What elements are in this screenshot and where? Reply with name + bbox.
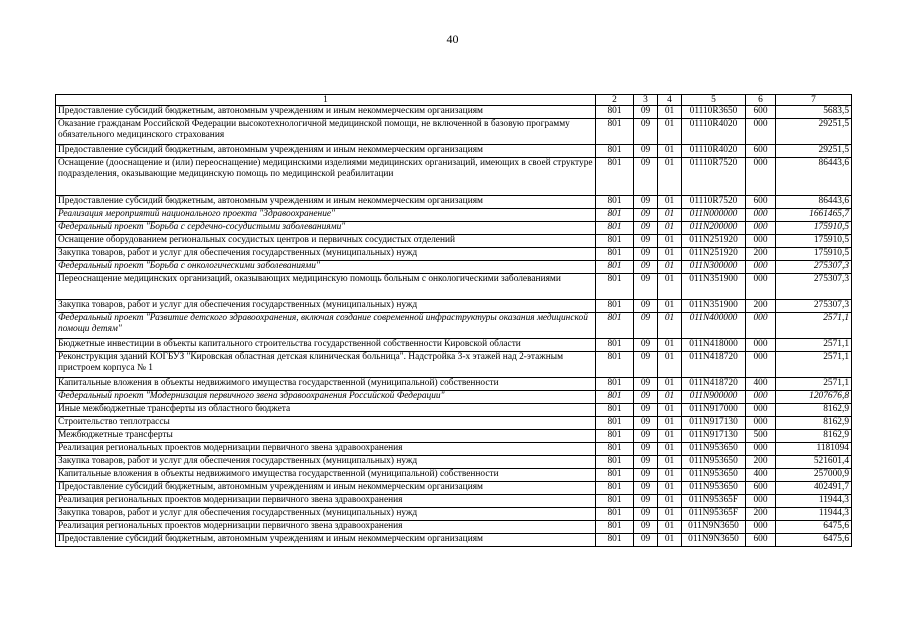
- row-grbs-cell: 801: [596, 119, 634, 145]
- table-row: [56, 456, 852, 469]
- row-expense-type-cell: 000: [746, 443, 776, 456]
- table-row: [56, 300, 852, 313]
- row-subsection-cell: 01: [658, 508, 682, 521]
- row-amount-cell: 29251,5: [776, 145, 852, 158]
- row-target-code-cell: 01110R4020: [682, 145, 746, 158]
- row-amount-cell: 2571,1: [776, 339, 852, 352]
- row-grbs-cell: 801: [596, 495, 634, 508]
- row-grbs-cell: 801: [596, 482, 634, 495]
- row-name-cell: Закупка товаров, работ и услуг для обеспечения государственных (муниципальных) нужд: [56, 248, 596, 261]
- row-subsection-cell: 01: [658, 404, 682, 417]
- table-row: [56, 196, 852, 209]
- row-grbs-cell: 801: [596, 235, 634, 248]
- row-expense-type-cell: 000: [746, 417, 776, 430]
- header-col-6: 6: [746, 95, 776, 106]
- row-target-code-cell: 011N9N3650: [682, 521, 746, 534]
- table-row: [56, 158, 852, 196]
- row-target-code-cell: 01110R4020: [682, 119, 746, 145]
- row-grbs-cell: 801: [596, 106, 634, 119]
- row-section-cell: 09: [634, 274, 658, 300]
- row-name-cell: Реализация региональных проектов модернизации первичного звена здравоохранения: [56, 495, 596, 508]
- row-grbs-cell: 801: [596, 248, 634, 261]
- row-grbs-cell: 801: [596, 417, 634, 430]
- row-section-cell: 09: [634, 145, 658, 158]
- row-name-cell: Федеральный проект "Борьба с сердечно-сосудистыми заболеваниями": [56, 222, 596, 235]
- row-amount-cell: 521601,4: [776, 456, 852, 469]
- row-name-cell: Оснащение оборудованием региональных сосудистых центров и первичных сосудистых отделений: [56, 235, 596, 248]
- row-subsection-cell: 01: [658, 417, 682, 430]
- row-name-cell: Строительство теплотрассы: [56, 417, 596, 430]
- row-grbs-cell: 801: [596, 339, 634, 352]
- row-expense-type-cell: 000: [746, 521, 776, 534]
- table-row: [56, 508, 852, 521]
- row-section-cell: 09: [634, 495, 658, 508]
- row-target-code-cell: 011N418720: [682, 378, 746, 391]
- row-target-code-cell: 011N400000: [682, 313, 746, 339]
- table-row: [56, 534, 852, 547]
- row-section-cell: 09: [634, 106, 658, 119]
- row-grbs-cell: 801: [596, 196, 634, 209]
- row-section-cell: 09: [634, 508, 658, 521]
- table-row: [56, 469, 852, 482]
- row-amount-cell: 175910,5: [776, 222, 852, 235]
- row-amount-cell: 1207676,8: [776, 391, 852, 404]
- row-section-cell: 09: [634, 417, 658, 430]
- row-name-cell: Реализация региональных проектов модернизации первичного звена здравоохранения: [56, 443, 596, 456]
- row-expense-type-cell: 000: [746, 339, 776, 352]
- row-name-cell: Бюджетные инвестиции в объекты капитального строительства государственной собственности Кировской области: [56, 339, 596, 352]
- row-grbs-cell: 801: [596, 534, 634, 547]
- row-expense-type-cell: 200: [746, 300, 776, 313]
- row-section-cell: 09: [634, 196, 658, 209]
- row-target-code-cell: 011N300000: [682, 261, 746, 274]
- row-expense-type-cell: 000: [746, 313, 776, 339]
- row-section-cell: 09: [634, 482, 658, 495]
- table-row: [56, 521, 852, 534]
- row-amount-cell: 11944,3: [776, 508, 852, 521]
- row-grbs-cell: 801: [596, 430, 634, 443]
- row-amount-cell: 257000,9: [776, 469, 852, 482]
- row-expense-type-cell: 000: [746, 495, 776, 508]
- row-name-cell: Федеральный проект "Модернизация первичного звена здравоохранения Российской Федерации": [56, 391, 596, 404]
- table-row: [56, 274, 852, 300]
- row-section-cell: 09: [634, 339, 658, 352]
- row-target-code-cell: 011N418720: [682, 352, 746, 378]
- row-amount-cell: 2571,1: [776, 352, 852, 378]
- budget-table: [55, 94, 852, 547]
- row-name-cell: Переоснащение медицинских организаций, оказывающих медицинскую помощь больным с онкологическими заболеваниями: [56, 274, 596, 300]
- row-section-cell: 09: [634, 119, 658, 145]
- row-amount-cell: 86443,6: [776, 158, 852, 196]
- row-expense-type-cell: 000: [746, 119, 776, 145]
- table-row: [56, 106, 852, 119]
- row-amount-cell: 175910,5: [776, 248, 852, 261]
- row-section-cell: 09: [634, 469, 658, 482]
- row-grbs-cell: 801: [596, 378, 634, 391]
- row-expense-type-cell: 400: [746, 378, 776, 391]
- row-grbs-cell: 801: [596, 456, 634, 469]
- row-amount-cell: 275307,3: [776, 300, 852, 313]
- table-row: [56, 404, 852, 417]
- row-name-cell: Закупка товаров, работ и услуг для обеспечения государственных (муниципальных) нужд: [56, 456, 596, 469]
- row-subsection-cell: 01: [658, 235, 682, 248]
- table-body: [56, 106, 852, 547]
- row-grbs-cell: 801: [596, 222, 634, 235]
- row-name-cell: Предоставление субсидий бюджетным, автономным учреждениям и иным некоммерческим организациям: [56, 482, 596, 495]
- row-section-cell: 09: [634, 443, 658, 456]
- row-expense-type-cell: 600: [746, 106, 776, 119]
- row-amount-cell: 86443,6: [776, 196, 852, 209]
- row-expense-type-cell: 600: [746, 482, 776, 495]
- row-expense-type-cell: 000: [746, 391, 776, 404]
- row-target-code-cell: 011N953650: [682, 469, 746, 482]
- row-grbs-cell: 801: [596, 469, 634, 482]
- row-expense-type-cell: 000: [746, 235, 776, 248]
- row-subsection-cell: 01: [658, 274, 682, 300]
- row-target-code-cell: 01110R7520: [682, 158, 746, 196]
- row-amount-cell: 2571,1: [776, 378, 852, 391]
- table-row: [56, 378, 852, 391]
- row-section-cell: 09: [634, 521, 658, 534]
- table-row: [56, 495, 852, 508]
- row-amount-cell: 5683,5: [776, 106, 852, 119]
- row-section-cell: 09: [634, 300, 658, 313]
- row-subsection-cell: 01: [658, 456, 682, 469]
- row-amount-cell: 1181094: [776, 443, 852, 456]
- header-col-3: 3: [634, 95, 658, 106]
- row-name-cell: Иные межбюджетные трансферты из областного бюджета: [56, 404, 596, 417]
- row-expense-type-cell: 600: [746, 196, 776, 209]
- row-target-code-cell: 011N917000: [682, 404, 746, 417]
- row-amount-cell: 6475,6: [776, 534, 852, 547]
- row-subsection-cell: 01: [658, 158, 682, 196]
- row-target-code-cell: 011N95365F: [682, 495, 746, 508]
- header-col-2: 2: [596, 95, 634, 106]
- row-section-cell: 09: [634, 534, 658, 547]
- row-target-code-cell: 01110R3650: [682, 106, 746, 119]
- row-section-cell: 09: [634, 352, 658, 378]
- row-expense-type-cell: 600: [746, 534, 776, 547]
- row-amount-cell: 29251,5: [776, 119, 852, 145]
- row-expense-type-cell: 000: [746, 158, 776, 196]
- table-row: [56, 248, 852, 261]
- row-subsection-cell: 01: [658, 378, 682, 391]
- row-section-cell: 09: [634, 456, 658, 469]
- table-row: [56, 119, 852, 145]
- table-row: [56, 313, 852, 339]
- row-subsection-cell: 01: [658, 248, 682, 261]
- row-subsection-cell: 01: [658, 209, 682, 222]
- row-expense-type-cell: 600: [746, 145, 776, 158]
- row-section-cell: 09: [634, 313, 658, 339]
- row-name-cell: Реализация региональных проектов модернизации первичного звена здравоохранения: [56, 521, 596, 534]
- table-row: [56, 145, 852, 158]
- row-subsection-cell: 01: [658, 196, 682, 209]
- row-name-cell: Предоставление субсидий бюджетным, автономным учреждениям и иным некоммерческим организациям: [56, 534, 596, 547]
- row-subsection-cell: 01: [658, 300, 682, 313]
- row-target-code-cell: 011N418000: [682, 339, 746, 352]
- row-name-cell: Капитальные вложения в объекты недвижимого имущества государственной (муниципальной) собственности: [56, 378, 596, 391]
- row-subsection-cell: 01: [658, 430, 682, 443]
- row-section-cell: 09: [634, 378, 658, 391]
- row-name-cell: Оказание гражданам Российской Федерации высокотехнологичной медицинской помощи, не включенной в базовую программу обязательного медицинского страхования: [56, 119, 596, 145]
- row-target-code-cell: 011N953650: [682, 443, 746, 456]
- row-amount-cell: 2571,1: [776, 313, 852, 339]
- row-section-cell: 09: [634, 158, 658, 196]
- row-expense-type-cell: 000: [746, 222, 776, 235]
- row-name-cell: Закупка товаров, работ и услуг для обеспечения государственных (муниципальных) нужд: [56, 300, 596, 313]
- header-col-5: 5: [682, 95, 746, 106]
- page-number: 40: [446, 32, 459, 46]
- row-target-code-cell: 011N953650: [682, 456, 746, 469]
- row-subsection-cell: 01: [658, 443, 682, 456]
- header-col-4: 4: [658, 95, 682, 106]
- table-row: [56, 222, 852, 235]
- table-row: [56, 391, 852, 404]
- row-subsection-cell: 01: [658, 261, 682, 274]
- row-grbs-cell: 801: [596, 352, 634, 378]
- row-subsection-cell: 01: [658, 391, 682, 404]
- row-subsection-cell: 01: [658, 495, 682, 508]
- row-grbs-cell: 801: [596, 521, 634, 534]
- row-subsection-cell: 01: [658, 534, 682, 547]
- row-subsection-cell: 01: [658, 469, 682, 482]
- row-target-code-cell: 011N917130: [682, 417, 746, 430]
- row-grbs-cell: 801: [596, 145, 634, 158]
- row-subsection-cell: 01: [658, 521, 682, 534]
- row-amount-cell: 6475,6: [776, 521, 852, 534]
- row-grbs-cell: 801: [596, 300, 634, 313]
- table-row: [56, 430, 852, 443]
- table-row: [56, 209, 852, 222]
- row-name-cell: Капитальные вложения в объекты недвижимого имущества государственной (муниципальной) собственности: [56, 469, 596, 482]
- row-target-code-cell: 011N900000: [682, 391, 746, 404]
- row-grbs-cell: 801: [596, 274, 634, 300]
- table-row: [56, 235, 852, 248]
- row-amount-cell: 8162,9: [776, 404, 852, 417]
- row-grbs-cell: 801: [596, 209, 634, 222]
- row-expense-type-cell: 000: [746, 209, 776, 222]
- header-row: [56, 95, 852, 106]
- row-target-code-cell: 011N351900: [682, 300, 746, 313]
- row-subsection-cell: 01: [658, 119, 682, 145]
- table-row: [56, 417, 852, 430]
- row-subsection-cell: 01: [658, 339, 682, 352]
- row-amount-cell: 275307,3: [776, 261, 852, 274]
- row-grbs-cell: 801: [596, 313, 634, 339]
- row-amount-cell: 175910,5: [776, 235, 852, 248]
- table-row: [56, 443, 852, 456]
- row-section-cell: 09: [634, 248, 658, 261]
- row-amount-cell: 1661465,7: [776, 209, 852, 222]
- header-col-7: 7: [776, 95, 852, 106]
- row-name-cell: Межбюджетные трансферты: [56, 430, 596, 443]
- row-grbs-cell: 801: [596, 158, 634, 196]
- row-section-cell: 09: [634, 430, 658, 443]
- row-amount-cell: 275307,3: [776, 274, 852, 300]
- row-expense-type-cell: 000: [746, 274, 776, 300]
- table-row: [56, 339, 852, 352]
- row-target-code-cell: 011N351900: [682, 274, 746, 300]
- row-target-code-cell: 01110R7520: [682, 196, 746, 209]
- row-target-code-cell: 011N95365F: [682, 508, 746, 521]
- row-section-cell: 09: [634, 391, 658, 404]
- row-section-cell: 09: [634, 222, 658, 235]
- row-expense-type-cell: 000: [746, 352, 776, 378]
- row-grbs-cell: 801: [596, 261, 634, 274]
- table-row: [56, 352, 852, 378]
- row-target-code-cell: 011N000000: [682, 209, 746, 222]
- row-target-code-cell: 011N917130: [682, 430, 746, 443]
- table-row: [56, 261, 852, 274]
- row-name-cell: Федеральный проект "Борьба с онкологическими заболеваниями": [56, 261, 596, 274]
- row-subsection-cell: 01: [658, 313, 682, 339]
- row-name-cell: Реконструкция зданий КОГБУЗ "Кировская областная детская клиническая больница". Надстройка 3-х этажей над 2-этажным пристроем корпуса № 1: [56, 352, 596, 378]
- row-name-cell: Закупка товаров, работ и услуг для обеспечения государственных (муниципальных) нужд: [56, 508, 596, 521]
- row-expense-type-cell: 200: [746, 508, 776, 521]
- row-section-cell: 09: [634, 261, 658, 274]
- row-name-cell: Федеральный проект "Развитие детского здравоохранения, включая создание современной инфраструктуры оказания медицинской помощи детям": [56, 313, 596, 339]
- row-expense-type-cell: 200: [746, 456, 776, 469]
- row-grbs-cell: 801: [596, 404, 634, 417]
- row-section-cell: 09: [634, 209, 658, 222]
- row-target-code-cell: 011N251920: [682, 248, 746, 261]
- row-target-code-cell: 011N200000: [682, 222, 746, 235]
- row-target-code-cell: 011N251920: [682, 235, 746, 248]
- row-amount-cell: 8162,9: [776, 430, 852, 443]
- row-name-cell: Реализация мероприятий национального проекта "Здравоохранение": [56, 209, 596, 222]
- row-name-cell: Предоставление субсидий бюджетным, автономным учреждениям и иным некоммерческим организациям: [56, 196, 596, 209]
- row-expense-type-cell: 000: [746, 261, 776, 274]
- row-subsection-cell: 01: [658, 482, 682, 495]
- row-expense-type-cell: 500: [746, 430, 776, 443]
- row-grbs-cell: 801: [596, 391, 634, 404]
- table-row: [56, 482, 852, 495]
- row-name-cell: Оснащение (дооснащение и (или) переоснащение) медицинскими изделиями медицинских организаций, имеющих в своей структуре подразделения, оказывающие медицинскую помощь по медицинской реабилитации: [56, 158, 596, 196]
- row-subsection-cell: 01: [658, 222, 682, 235]
- row-section-cell: 09: [634, 235, 658, 248]
- row-expense-type-cell: 200: [746, 248, 776, 261]
- row-grbs-cell: 801: [596, 443, 634, 456]
- row-grbs-cell: 801: [596, 508, 634, 521]
- row-amount-cell: 11944,3: [776, 495, 852, 508]
- header-col-1: 1: [56, 95, 596, 106]
- row-amount-cell: 402491,7: [776, 482, 852, 495]
- row-target-code-cell: 011N953650: [682, 482, 746, 495]
- row-subsection-cell: 01: [658, 106, 682, 119]
- row-expense-type-cell: 400: [746, 469, 776, 482]
- row-target-code-cell: 011N9N3650: [682, 534, 746, 547]
- row-expense-type-cell: 000: [746, 404, 776, 417]
- row-name-cell: Предоставление субсидий бюджетным, автономным учреждениям и иным некоммерческим организациям: [56, 145, 596, 158]
- row-subsection-cell: 01: [658, 352, 682, 378]
- row-amount-cell: 8162,9: [776, 417, 852, 430]
- row-subsection-cell: 01: [658, 145, 682, 158]
- row-section-cell: 09: [634, 404, 658, 417]
- row-name-cell: Предоставление субсидий бюджетным, автономным учреждениям и иным некоммерческим организациям: [56, 106, 596, 119]
